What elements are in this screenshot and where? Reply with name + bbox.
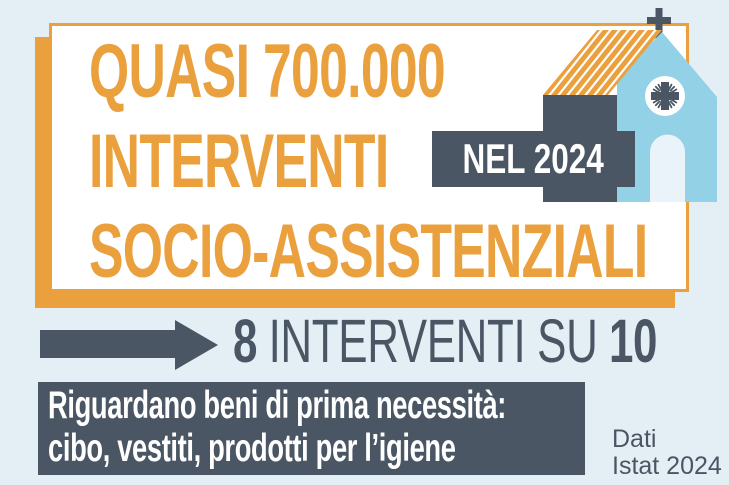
detail-line-1: Riguardano beni di prima necessità:	[48, 384, 507, 427]
source-line-2: Istat 2024	[612, 452, 722, 480]
source-note	[612, 426, 722, 480]
stat-line	[233, 307, 729, 375]
headline-line-2: INTERVENTI	[89, 119, 389, 204]
stat-middle-text: INTERVENTI SU	[268, 307, 598, 375]
detail-line-2: cibo, vestiti, prodotti per l’igiene	[48, 427, 456, 470]
detail-box	[38, 382, 585, 475]
arrow-right-icon	[40, 320, 218, 370]
stat-value-right: 10	[608, 307, 658, 375]
headline-line-1: QUASI 700.000	[89, 29, 446, 114]
year-badge	[432, 131, 635, 187]
year-badge-label: NEL 2024	[462, 135, 605, 182]
headline-line-3: SOCIO-ASSISTENZIALI	[89, 209, 648, 294]
source-line-1: Dati	[612, 425, 657, 453]
stat-value-left: 8	[233, 307, 258, 375]
caritas-cross-icon	[651, 82, 679, 110]
church-door	[650, 135, 685, 203]
